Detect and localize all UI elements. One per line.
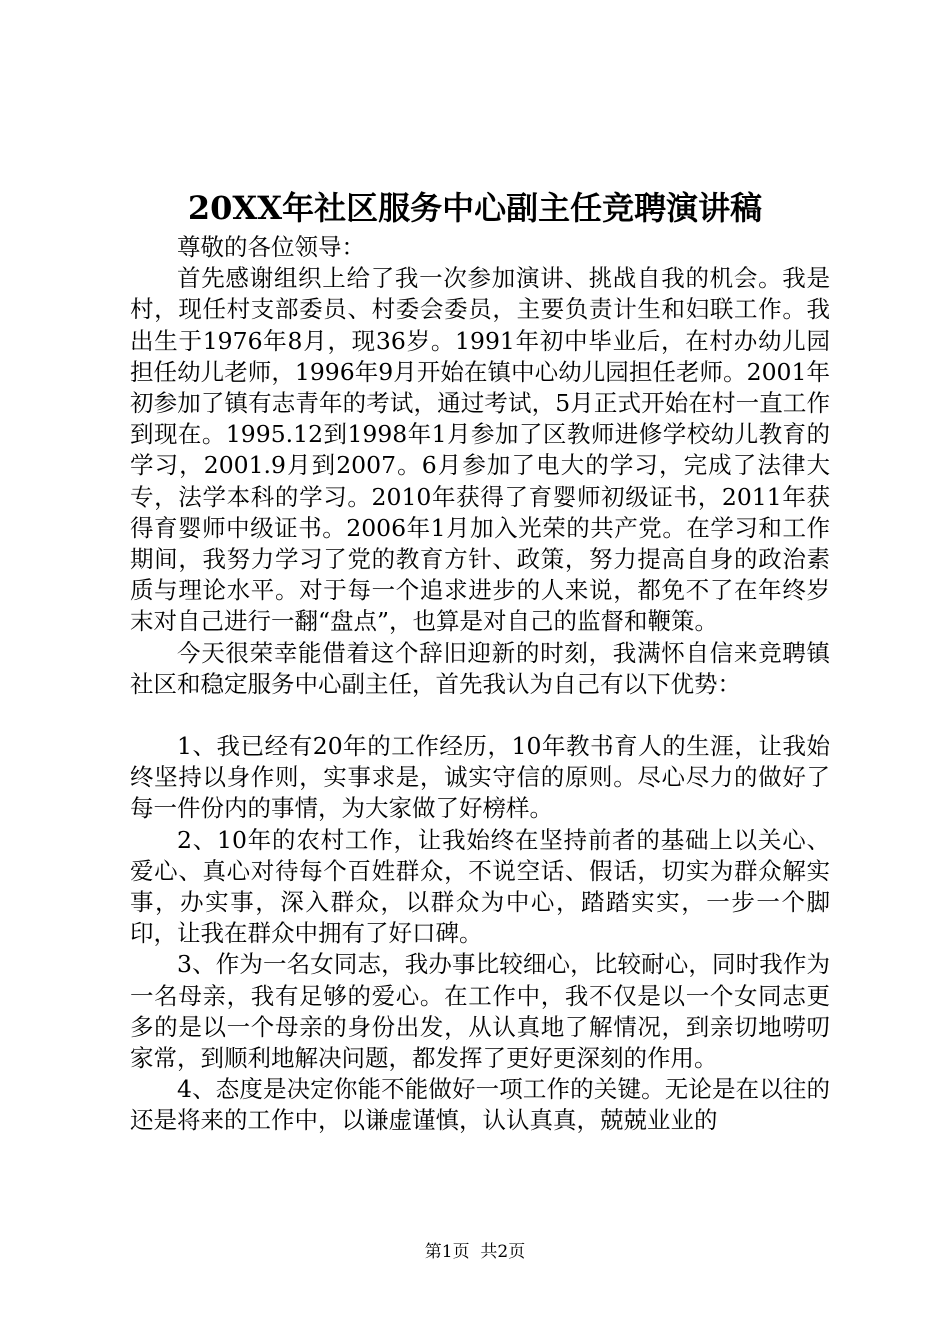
document-title: 20XX年社区服务中心副主任竞聘演讲稿 bbox=[187, 189, 763, 227]
paragraph-gap bbox=[130, 700, 830, 731]
list-item: 4、态度是决定你能不能做好一项工作的关键。无论是在以往的还是将来的工作中，以谦虚谨慎，认认真真，兢兢业业的 bbox=[130, 1075, 830, 1135]
greeting: 尊敬的各位领导： bbox=[177, 233, 365, 261]
list-item: 1、我已经有20年的工作经历，10年教书育人的生涯，让我始终坚持以身作则，实事求是，诚实守信的原则。尽心尽力的做好了每一件份内的事情，为大家做了好榜样。 bbox=[130, 732, 830, 823]
paragraph-advantages: 今天很荣幸能借着这个辞旧迎新的时刻，我满怀自信来竞聘镇社区和稳定服务中心副主任，首先我认为自己有以下优势： bbox=[130, 638, 830, 698]
paragraph-intro: 首先感谢组织上给了我一次参加演讲、挑战自我的机会。我是村，现任村支部委员、村委会委员，主要负责计生和妇联工作。我出生于1976年8月，现36岁。1991年初中毕业后，在村办幼儿园担任幼儿老师，1996年9月开始在镇中心幼儿园担任老师。2001年初参加了镇有志青年的考试，通过考试，5月正式开始在村一直工作到现在。1995.12到1998年1月参加了区教师进修学校幼儿教育的学习，2001.9月到2007。6月参加了电大的学习，完成了法律大专，法学本科的学习。2010年获得了育婴师初级证书，2011年获得育婴师中级证书。2006年1月加入光荣的共产党。在学习和工作期间，我努力学习了党的教育方针、政策，努力提高自身的政治素质与理论水平。对于每一个追求进步的人来说，都免不了在年终岁末对自己进行一翻“盘点”，也算是对自己的监督和鞭策。 bbox=[130, 264, 830, 636]
list-item: 3、作为一名女同志，我办事比较细心，比较耐心，同时我作为一名母亲，我有足够的爱心。在工作中，我不仅是以一个女同志更多的是以一个母亲的身份出发，从认真地了解情况，到亲切地唠叨家常，到顺利地解决问题，都发挥了更好更深刻的作用。 bbox=[130, 950, 830, 1073]
list-item: 2、10年的农村工作，让我始终在坚持前者的基础上以关心、爱心、真心对待每个百姓群众，不说空话、假话，切实为群众解实事，办实事，深入群众，以群众为中心，踏踏实实，一步一个脚印，让我在群众中拥有了好口碑。 bbox=[130, 825, 830, 948]
document-body bbox=[130, 232, 830, 1137]
page-footer: 第1页 共2页 bbox=[424, 1242, 526, 1262]
